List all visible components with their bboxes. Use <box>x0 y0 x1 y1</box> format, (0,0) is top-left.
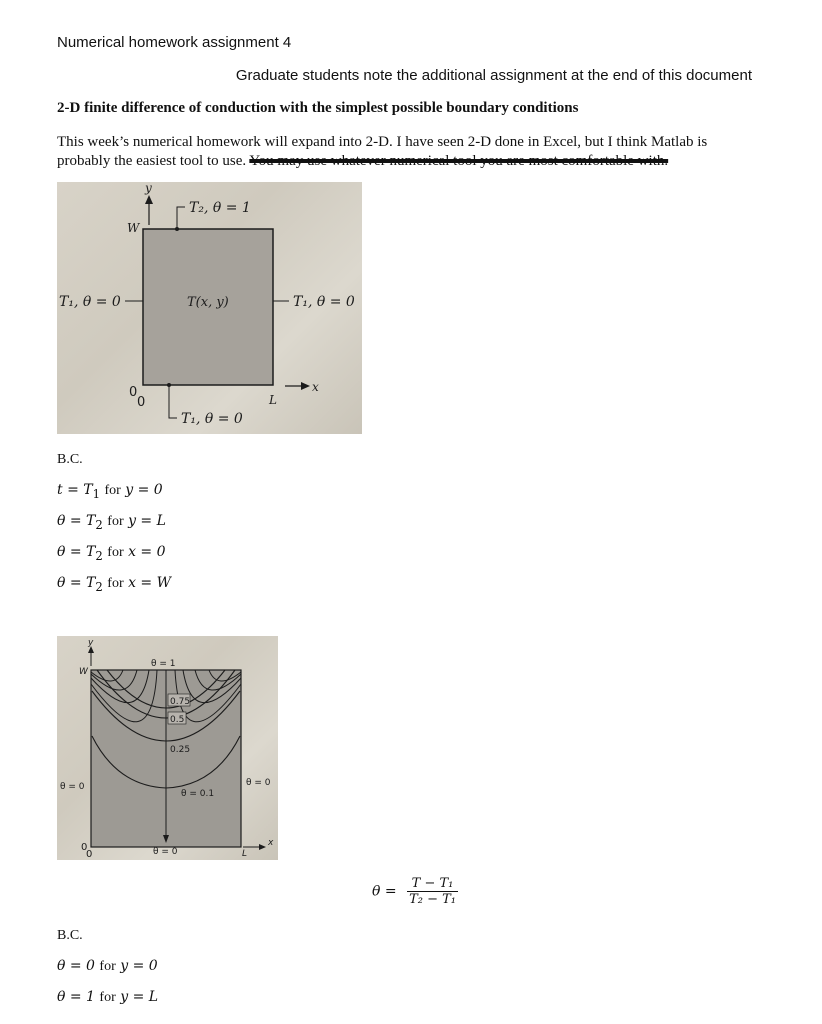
bc1-eq3-cond: x = 0 <box>128 544 166 560</box>
bc2-eq2-for: for <box>99 990 116 1005</box>
iso2-05-label: 0.5 <box>170 715 185 725</box>
fig1-right-label: T₁, θ = 0 <box>293 294 355 310</box>
iso2-y-label: y <box>88 638 94 648</box>
plate-schematic-figure <box>57 182 362 434</box>
y-arrowhead <box>145 195 153 204</box>
graduate-note: Graduate students note the additional assignment at the end of this document <box>235 67 752 84</box>
bc2-eq1-for: for <box>99 959 116 974</box>
fig1-center-label: T(x, y) <box>187 295 229 310</box>
bc1-eq1-sub: 1 <box>92 486 101 501</box>
intro-text: This week’s numerical homework will expand into 2-D. I have seen 2-D done in Excel, but I think Matlab is probably the easiest tool to use. <box>57 134 708 169</box>
bc1-eq2-cond: y = L <box>128 513 166 529</box>
iso2-025-label: 0.25 <box>170 745 191 755</box>
bc-label-2: B.C. <box>57 928 83 943</box>
bc1-eq4-for: for <box>107 576 124 591</box>
iso2-bottom-label: θ = 0 <box>153 847 178 857</box>
strikethrough-text: You may use whatever numerical tool you are most comfortable with. <box>249 153 669 169</box>
bc2-eq2-lhs: θ = 1 <box>57 989 95 1005</box>
bc1-eq3-for: for <box>107 545 124 560</box>
top-leader-line <box>177 207 185 229</box>
bc1-equation-2 <box>57 513 166 532</box>
x-arrowhead <box>301 382 310 390</box>
bc1-eq2-sub: 2 <box>95 517 103 532</box>
bc1-eq4-cond: x = W <box>128 575 171 591</box>
iso2-top-label: θ = 1 <box>151 659 176 669</box>
theta-lhs: θ = <box>372 883 397 900</box>
bottom-leader-line <box>169 385 177 418</box>
iso2-w-label: W <box>79 667 88 677</box>
bc1-eq2-lhs: θ = T <box>57 513 96 529</box>
bc1-eq2-for: for <box>107 514 124 529</box>
iso2-origin-label: 0 <box>81 842 88 853</box>
iso2-x-label: x <box>268 838 274 848</box>
plate-schematic-svg <box>57 182 362 434</box>
iso2-075-label: 0.75 <box>170 697 191 707</box>
iso2-right-label: θ = 0 <box>246 778 271 788</box>
isotherm-svg <box>57 636 278 860</box>
bc2-eq1-cond: y = 0 <box>120 958 158 974</box>
fig1-y-label: y <box>145 182 152 195</box>
iso2-l-label: L <box>242 849 248 859</box>
theta-denominator: T₂ − T₁ <box>409 892 456 907</box>
iso2-01-label: θ = 0.1 <box>181 789 215 799</box>
iso-x-arrowhead <box>259 844 266 850</box>
bc1-eq3-lhs: θ = T <box>57 544 96 560</box>
bc-label-1: B.C. <box>57 452 83 467</box>
bc1-eq4-lhs: θ = T <box>57 575 96 591</box>
bc1-equation-1 <box>57 482 163 501</box>
bc1-eq1-cond: y = 0 <box>125 482 163 498</box>
fig1-l-label: L <box>269 393 277 407</box>
bc1-equation-3 <box>57 544 166 563</box>
bc2-equation-2 <box>57 989 158 1006</box>
bc1-eq4-sub: 2 <box>95 579 103 594</box>
fig1-w-label: W <box>127 221 140 235</box>
intro-paragraph <box>57 133 757 171</box>
theta-fraction <box>407 876 458 907</box>
fig1-top-label: T₂, θ = 1 <box>189 200 251 216</box>
iso2-origin-sub-label: 0 <box>86 849 93 860</box>
fig1-origin-label: 0 <box>129 385 138 400</box>
fig1-x-label: x <box>312 380 319 394</box>
bc2-equation-1 <box>57 958 158 975</box>
fig1-left-label: T₁, θ = 0 <box>59 294 121 310</box>
bottom-dot <box>167 383 171 387</box>
bc1-equation-4 <box>57 575 171 594</box>
bc1-eq1-for: for <box>104 483 121 498</box>
fig1-origin-sub-label: 0 <box>137 395 146 410</box>
bc1-eq1-lhs: t = T <box>57 482 93 498</box>
theta-definition <box>372 876 458 907</box>
section-heading: 2-D finite difference of conduction with the simplest possible boundary conditions <box>57 100 579 116</box>
isotherm-figure <box>57 636 278 860</box>
bc2-eq1-lhs: θ = 0 <box>57 958 95 974</box>
iso2-left-label: θ = 0 <box>60 782 85 792</box>
document-title: Numerical homework assignment 4 <box>57 34 292 51</box>
bc1-eq3-sub: 2 <box>95 548 103 563</box>
top-dot <box>175 227 179 231</box>
theta-numerator: T − T₁ <box>407 876 458 892</box>
bc2-eq2-cond: y = L <box>120 989 159 1005</box>
fig1-bottom-label: T₁, θ = 0 <box>181 411 243 427</box>
